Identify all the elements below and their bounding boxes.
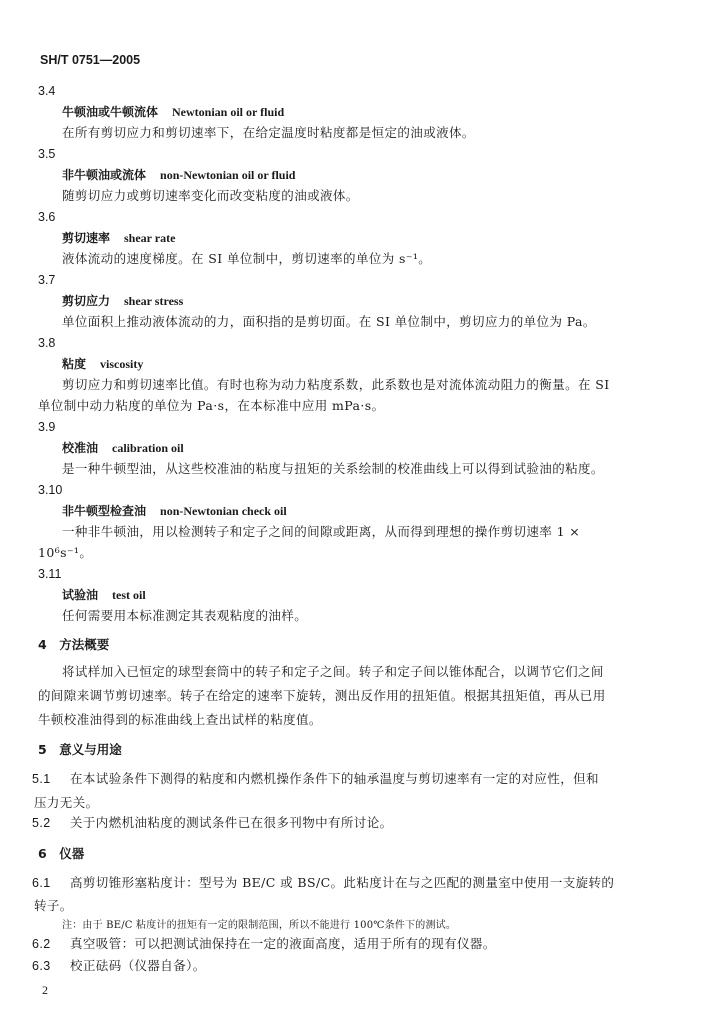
paragraph-line: 牛顿校准油得到的标准曲线上查出试样的粘度值。 — [38, 712, 322, 727]
subclause-number: 6.1 — [32, 876, 51, 890]
subclause-text: 关于内燃机油粘度的测试条件已在很多刊物中有所讨论。 — [70, 815, 393, 830]
term-heading — [62, 440, 184, 456]
term-chinese: 非牛顿型检查油 — [62, 504, 147, 518]
clause-number: 3.11 — [38, 567, 62, 581]
term-english: shear stress — [124, 294, 184, 308]
definition-text: 随剪切应力或剪切速率变化而改变粘度的油或液体。 — [62, 188, 359, 203]
definition-text: 是一种牛顿型油，从这些校准油的粘度与扭矩的关系绘制的校准曲线上可以得到试验油的粘度。 — [62, 461, 604, 476]
subclause-text: 在本试验条件下测得的粘度和内燃机操作条件下的轴承温度与剪切速率有一定的对应性，但和 — [70, 771, 599, 786]
subclause-number: 6.3 — [32, 959, 51, 973]
term-heading — [62, 503, 287, 519]
term-english: non-Newtonian check oil — [160, 504, 287, 518]
definition-text: 液体流动的速度梯度。在 SI 单位制中，剪切速率的单位为 s⁻¹。 — [62, 251, 432, 266]
term-english: viscosity — [100, 357, 144, 371]
subclause-text-continued: 转子。 — [34, 898, 73, 913]
term-heading — [62, 587, 146, 603]
clause-number: 3.6 — [38, 210, 56, 224]
page-number: 2 — [42, 983, 48, 997]
term-heading — [62, 167, 295, 183]
subclause — [32, 815, 393, 831]
standard-number: SH/T 0751—2005 — [40, 53, 141, 67]
subclause — [32, 936, 496, 952]
clause-number: 3.4 — [38, 84, 56, 98]
clause-number: 3.9 — [38, 420, 56, 434]
paragraph-line: 的间隙来调节剪切速率。转子在给定的速率下旋转，测出反作用的扭矩值。根据其扭矩值，再从已用 — [38, 688, 606, 703]
definition-text: 剪切应力和剪切速率比值。有时也称为动力粘度系数，此系数也是对流体流动阻力的衡量。在 SI — [62, 377, 610, 392]
term-chinese: 校准油 — [62, 441, 99, 455]
subclause-number: 5.2 — [32, 816, 51, 830]
term-heading — [62, 104, 284, 120]
clause-number: 3.7 — [38, 273, 56, 287]
term-chinese: 剪切应力 — [62, 294, 111, 308]
section-heading: 6 仪器 — [38, 846, 85, 861]
section-heading: 5 意义与用途 — [38, 742, 122, 757]
subclause-text: 校正砝码（仪器自备）。 — [70, 958, 206, 973]
section-heading: 4 方法概要 — [38, 637, 110, 652]
note-text: 注：由于 BE/C 粘度计的扭矩有一定的限制范围，所以不能进行 100℃条件下的测试。 — [62, 920, 457, 931]
definition-text: 一种非牛顿油，用以检测转子和定子之间的间隙或距离，从而得到理想的操作剪切速率 1 × — [62, 524, 581, 539]
term-english: shear rate — [124, 231, 176, 245]
subclause-number: 5.1 — [32, 772, 51, 786]
term-heading — [62, 230, 175, 246]
definition-text: 在所有剪切应力和剪切速率下，在给定温度时粘度都是恒定的油或液体。 — [62, 125, 475, 140]
term-english: non-Newtonian oil or fluid — [160, 168, 296, 182]
term-english: Newtonian oil or fluid — [172, 105, 285, 119]
term-heading — [62, 356, 143, 372]
clause-number: 3.10 — [38, 483, 63, 497]
subclause — [32, 875, 614, 891]
clause-number: 3.8 — [38, 336, 56, 350]
term-chinese: 非牛顿油或流体 — [62, 168, 147, 182]
subclause-number: 6.2 — [32, 937, 51, 951]
definition-text: 单位面积上推动液体流动的力，面积指的是剪切面。在 SI 单位制中，剪切应力的单位为 Pa。 — [62, 314, 596, 329]
clause-number: 3.5 — [38, 147, 56, 161]
subclause-text: 真空吸管：可以把测试油保持在一定的液面高度，适用于所有的现有仪器。 — [70, 936, 496, 951]
term-chinese: 粘度 — [62, 357, 87, 371]
definition-text-continued: 10⁶s⁻¹。 — [38, 545, 93, 560]
term-english: test oil — [112, 588, 146, 602]
definition-text: 任何需要用本标准测定其表观粘度的油样。 — [62, 608, 308, 623]
paragraph-line: 将试样加入已恒定的球型套筒中的转子和定子之间。转子和定子间以锥体配合，以调节它们之间 — [62, 664, 604, 679]
subclause-text-continued: 压力无关。 — [34, 795, 99, 810]
definition-text-continued: 单位制中动力粘度的单位为 Pa·s，在本标准中应用 mPa·s。 — [38, 398, 385, 413]
term-heading — [62, 293, 183, 309]
subclause — [32, 771, 599, 787]
term-chinese: 试验油 — [62, 588, 99, 602]
term-chinese: 剪切速率 — [62, 231, 111, 245]
term-chinese: 牛顿油或牛顿流体 — [62, 105, 159, 119]
subclause-text: 高剪切锥形塞粘度计：型号为 BE/C 或 BS/C。此粘度计在与之匹配的测量室中使用一支旋转的 — [70, 875, 615, 890]
term-english: calibration oil — [112, 441, 184, 455]
subclause — [32, 958, 206, 974]
